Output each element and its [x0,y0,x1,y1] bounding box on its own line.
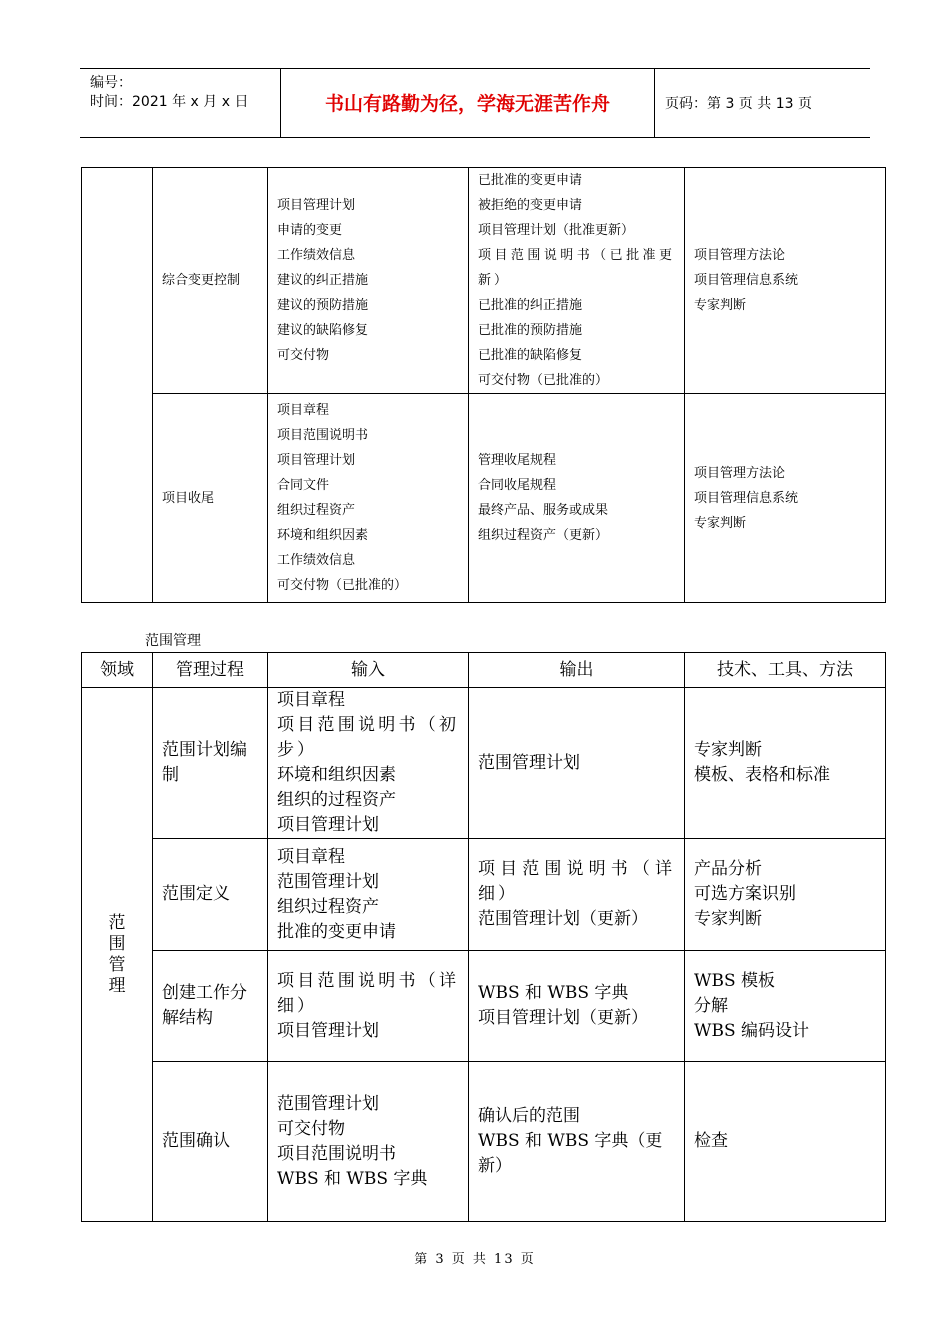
list-item: 可交付物 [277,348,330,363]
list-item: 项目管理方法论 [694,248,786,263]
tools-cell [685,394,886,603]
list-item: 专家判断 [694,515,747,531]
inputs-cell [268,168,469,394]
list-item: 项目管理信息系统 [694,273,799,288]
outputs-cell [469,688,685,839]
list-item: 可交付物（已批准的） [277,578,408,593]
table-row [82,394,886,603]
list-item: 确认后的范围 [478,1106,580,1126]
list-item: 合同收尾规程 [478,478,557,493]
column-header: 管理过程 [153,653,268,688]
list-item: 建议的预防措施 [277,298,369,313]
list-item: WBS 模板 [694,970,776,991]
outputs-cell [469,168,685,394]
list-item: 环境和组织因素 [277,765,396,785]
outputs-cell [469,839,685,951]
table-row [82,951,886,1062]
table-header-row [82,653,886,688]
list-item: 已批准的纠正措施 [478,298,583,313]
header-meta [80,69,281,137]
list-item: 项目管理计划 [277,1020,379,1041]
list-item: 项目范围说明书（详细） [277,970,459,1016]
list-item: WBS 编码设计 [694,1020,810,1041]
list-item: 项目管理计划（批准更新） [478,223,635,238]
list-item: 建议的纠正措施 [277,273,369,288]
outputs-cell [469,951,685,1062]
list-item: 项目范围说明书（已批准更新） [478,248,675,288]
list-item: 范围管理计划（更新） [478,909,648,929]
list-item: 模板、表格和标准 [694,765,830,785]
list-item: 项目章程 [277,690,345,710]
column-header: 输入 [268,653,469,688]
tools-cell [685,839,886,951]
process-cell: 范围计划编制 [153,688,268,839]
list-item: 项目管理信息系统 [694,490,799,506]
list-item: 组织过程资产 [277,896,379,917]
page-footer: 第 3 页 共 13 页 [414,1252,536,1267]
list-item: 项目管理计划（更新） [478,1008,648,1028]
column-header: 输出 [469,653,685,688]
list-item: 组织过程资产 [277,503,356,518]
table-row [82,1062,886,1222]
inputs-cell [268,951,469,1062]
page-header [80,68,870,138]
list-item: 项目范围说明书（详细） [478,859,675,904]
list-item: 项目范围说明书 [277,428,369,443]
tools-cell [685,951,886,1062]
list-item: 组织过程资产（更新） [478,528,609,543]
list-item: 可选方案识别 [694,884,796,904]
list-item: 项目范围说明书 [277,1143,396,1164]
list-item: 专家判断 [694,909,762,929]
header-motto: 书山有路勤为径，学海无涯苦作舟 [281,69,655,137]
process-cell: 项目收尾 [153,394,268,603]
list-item: 被拒绝的变更申请 [478,198,583,213]
inputs-cell [268,839,469,951]
list-item: 环境和组织因素 [277,528,369,543]
list-item: 范围管理计划 [478,752,580,773]
list-item: 范围管理计划 [277,871,379,892]
inputs-cell [268,1062,469,1222]
document-number: 编号： [90,75,132,91]
list-item: 项目章程 [277,403,330,418]
process-cell: 范围确认 [153,1062,268,1222]
list-item: 已批准的预防措施 [478,323,583,338]
list-item: 组织的过程资产 [277,790,396,810]
list-item: 项目管理计划 [277,198,356,213]
list-item: 产品分析 [694,859,762,879]
list-item: 项目管理计划 [277,453,356,468]
scope-management-table [81,652,886,1222]
list-item: 已批准的缺陷修复 [478,348,583,363]
header-page-info: 页码：第 3 页 共 13 页 [665,96,812,112]
outputs-cell [469,394,685,603]
list-item: 建议的缺陷修复 [277,323,369,338]
list-item: 项目管理方法论 [694,465,786,481]
list-item: WBS 和 WBS 字典 [478,983,629,1003]
document-date: 时间：2021 年 x 月 x 日 [90,94,249,110]
tools-cell [685,1062,886,1222]
list-item: WBS 和 WBS 字典 [277,1168,428,1189]
list-item: 项目管理计划 [277,815,379,835]
outputs-cell [469,1062,685,1222]
list-item: WBS 和 WBS 字典（更新） [478,1131,663,1176]
list-item: 专家判断 [694,740,762,760]
list-item: 范围管理计划 [277,1093,379,1114]
process-cell: 创建工作分解结构 [153,951,268,1062]
tools-cell [685,168,886,394]
column-header: 技术、工具、方法 [685,653,886,688]
list-item: 申请的变更 [277,223,343,238]
table-row [82,688,886,839]
section-caption: 范围管理 [145,633,201,649]
list-item: 可交付物（已批准的） [478,373,609,388]
inputs-cell [268,688,469,839]
process-cell: 范围定义 [153,839,268,951]
list-item: 管理收尾规程 [478,453,557,468]
list-item: 工作绩效信息 [277,248,356,263]
tools-cell [685,688,886,839]
process-cell: 综合变更控制 [153,168,268,394]
area-cell [82,168,153,603]
list-item: 分解 [694,995,728,1016]
area-label: 范 围 管 理 [108,912,126,996]
list-item: 最终产品、服务或成果 [478,503,609,518]
list-item: 专家判断 [694,298,747,313]
list-item: 项目范围说明书（初步） [277,715,459,760]
list-item: 合同文件 [277,478,330,493]
table-row [82,168,886,394]
integration-table [81,167,886,603]
list-item: 可交付物 [277,1118,345,1139]
column-header: 领域 [82,653,153,688]
inputs-cell [268,394,469,603]
list-item: 检查 [694,1131,728,1151]
list-item: 项目章程 [277,846,345,867]
list-item: 已批准的变更申请 [478,173,583,188]
area-cell [82,688,153,1222]
list-item: 批准的变更申请 [277,921,396,942]
list-item: 工作绩效信息 [277,553,356,568]
table-row [82,839,886,951]
